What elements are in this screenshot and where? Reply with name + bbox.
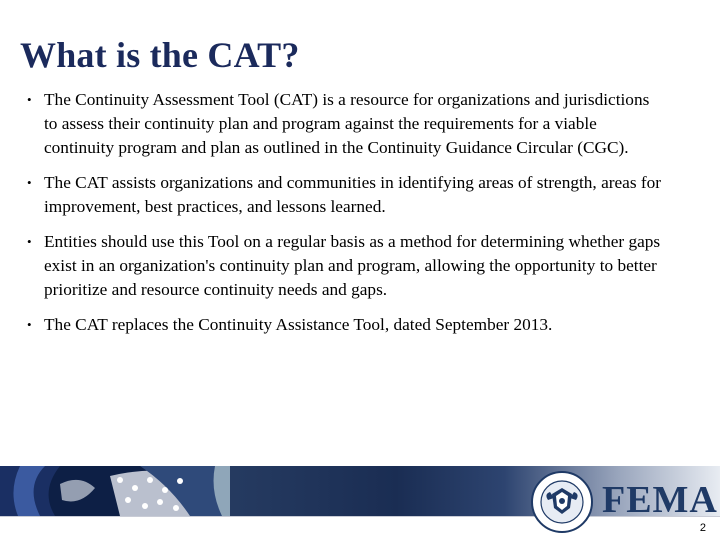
bullet-item <box>27 88 667 160</box>
bullet-icon: • <box>27 92 32 107</box>
dhs-seal-icon <box>530 470 594 534</box>
bullet-item <box>27 171 667 219</box>
bullet-list <box>27 88 667 348</box>
bullet-item <box>27 230 667 302</box>
flag-image-icon <box>0 466 230 516</box>
bullet-text: The CAT assists organizations and communities in identifying areas of strength, areas for improvement, best practices, and lessons learned. <box>44 173 662 216</box>
slide-title: What is the CAT? <box>20 35 300 75</box>
bullet-text: The CAT replaces the Continuity Assistance Tool, dated September 2013. <box>44 315 553 334</box>
bullet-item <box>27 313 667 337</box>
bullet-text: Entities should use this Tool on a regular basis as a method for determining whether gaps exist in an organization's continuity plan and program, allowing the opportunity to better prioritize and resource continuity needs and gaps. <box>44 232 661 299</box>
bullet-icon: • <box>27 317 32 332</box>
page-number: 2 <box>699 522 706 534</box>
fema-logo: FEMA <box>602 479 718 521</box>
bullet-icon: • <box>27 234 32 249</box>
bullet-text: The Continuity Assessment Tool (CAT) is a resource for organizations and jurisdictions to assess their continuity plan and program against the requirements for a viable continuity program and plan as outlined in the Continuity Guidance Circular (CGC). <box>44 90 650 157</box>
bullet-icon: • <box>27 175 32 190</box>
